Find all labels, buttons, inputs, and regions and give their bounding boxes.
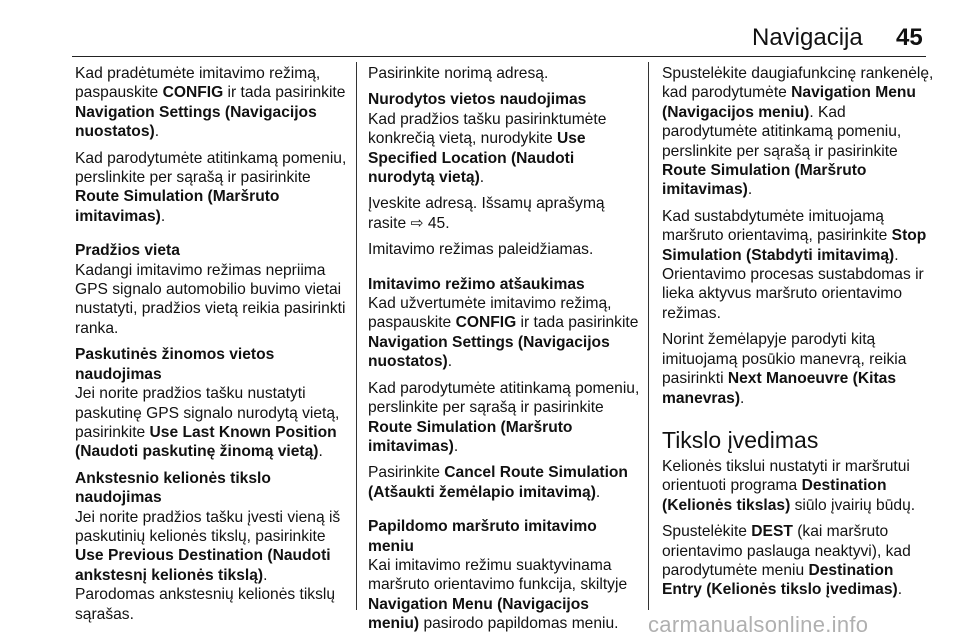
subheading: Imitavimo režimo atšaukimas	[368, 275, 585, 293]
subheading: Pradžios vieta	[75, 242, 180, 260]
column-divider-2	[648, 62, 649, 610]
paragraph: Kad pradėtumėte imitavimo režimą, paspauskite CONFIG ir tada pasirinkite Navigation Settings (Navigacijos nuostatos).	[75, 65, 346, 141]
subheading: Nurodytos vietos naudojimas	[368, 91, 587, 109]
paragraph: Imitavimo režimas paleidžiamas.	[368, 241, 594, 259]
subheading: Papildomo maršruto imitavimo meniu	[368, 518, 597, 555]
page-header-title: Navigacija	[752, 24, 863, 51]
paragraph: Spustelėkite daugiafunkcinę rankenėlę, kad parodytumėte Navigation Menu (Navigacijos meniu). Kad parodytumėte atitinkamą pomeniu, perslinkite per sąrašą ir pasirinkite Route Simulation (Maršruto imitavimas).	[662, 65, 934, 199]
paragraph: Pasirinkite norimą adresą.	[368, 65, 549, 82]
page-number: 45	[896, 24, 923, 51]
paragraph: Kadangi imitavimo režimas nepriima GPS signalo automobilio buvimo vietai nustatyti, pradžios vietą reikia pasirinkti ranka.	[75, 261, 346, 337]
paragraph: Jei norite pradžios tašku įvesti vieną iš paskutinių kelionės tikslų, pasirinkite Use Previous Destination (Naudoti ankstesnį kelionės tikslą). Parodomas ankstesnių kelionės tikslų sąrašas.	[75, 508, 341, 623]
column-2	[368, 64, 640, 641]
paragraph: Įveskite adresą. Išsamų aprašymą rasite ⇨ 45.	[368, 195, 605, 232]
section-heading: Tikslo įvedimas	[662, 426, 819, 453]
paragraph: Kelionės tikslui nustatyti ir maršrutui orientuoti programa Destination (Kelionės tikslas) siūlo įvairių būdų.	[662, 457, 916, 514]
paragraph: Kad pradžios tašku pasirinktumėte konkrečią vietą, nurodykite Use Specified Location (Naudoti nurodytą vietą).	[368, 110, 607, 187]
watermark-link[interactable]: carmanualsonline.info	[648, 612, 869, 637]
subheading: Ankstesnio kelionės tikslo naudojimas	[75, 469, 271, 507]
paragraph: Jei norite pradžios tašku nustatyti paskutinę GPS signalo nurodytą vietą, pasirinkite Use Last Known Position (Naudoti paskutinę žinomą vietą).	[75, 385, 340, 461]
header-divider	[72, 56, 926, 57]
paragraph: Spustelėkite DEST (kai maršruto orientavimo paslauga neaktyvi), kad parodytumėte meniu Destination Entry (Kelionės tikslo įvedimas).	[662, 523, 911, 599]
page-reference-arrow-icon: ⇨	[410, 214, 424, 232]
paragraph: Kad sustabdytumėte imituojamą maršruto orientavimą, pasirinkite Stop Simulation (Stabdyti imitavimą). Orientavimo procesas sustabdomas ir lieka aktyvus maršruto orientavimo režimas.	[662, 207, 927, 322]
paragraph: Pasirinkite Cancel Route Simulation (Atšaukti žemėlapio imitavimą).	[368, 464, 628, 501]
column-3	[662, 64, 934, 607]
column-divider-1	[356, 62, 357, 610]
paragraph: Kad parodytumėte atitinkamą pomeniu, perslinkite per sąrašą ir pasirinkite Route Simulation (Maršruto imitavimas).	[368, 379, 640, 455]
paragraph: Norint žemėlapyje parodyti kitą imituojamą posūkio manevrą, reikia pasirinkti Next Manoeuvre (Kitas manevras).	[662, 331, 907, 407]
paragraph: Kad parodytumėte atitinkamą pomeniu, perslinkite per sąrašą ir pasirinkite Route Simulation (Maršruto imitavimas).	[75, 149, 347, 225]
subheading: Paskutinės žinomos vietos naudojimas	[75, 346, 275, 383]
paragraph: Kad užvertumėte imitavimo režimą, paspauskite CONFIG ir tada pasirinkite Navigation Settings (Navigacijos nuostatos).	[368, 295, 639, 371]
column-1	[75, 64, 350, 631]
paragraph: Kai imitavimo režimu suaktyvinama maršruto orientavimo funkcija, skiltyje Navigation Menu (Navigacijos meniu) pasirodo papildomas meniu.	[368, 556, 628, 633]
